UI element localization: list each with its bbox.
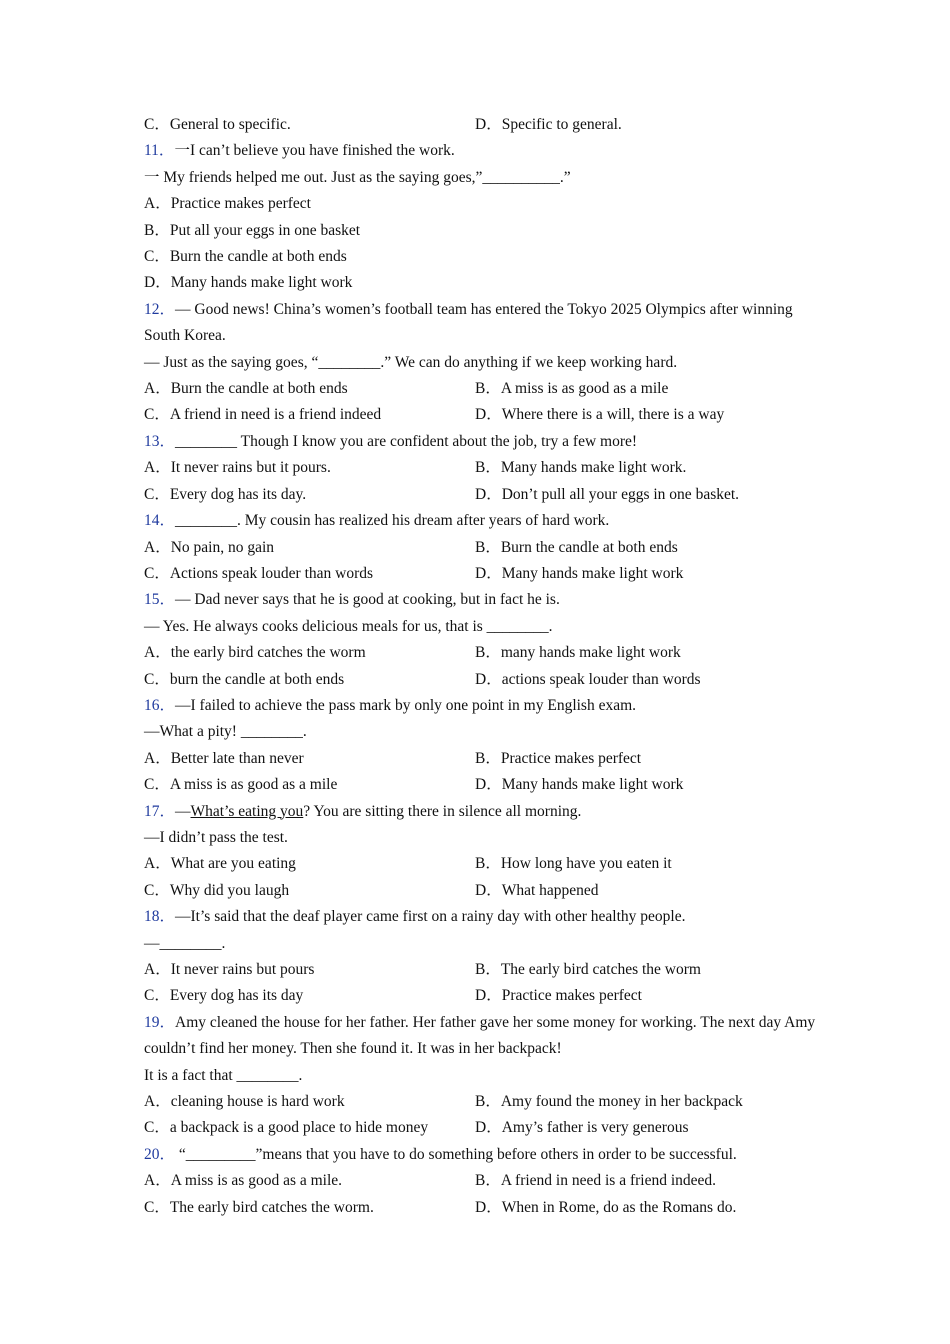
question-text: —I failed to achieve the pass mark by only one point in my English exam. — [175, 696, 637, 714]
option-d[interactable]: D．When in Rome, do as the Romans do. — [475, 1198, 737, 1216]
question-18-options-cd — [144, 983, 824, 1009]
option-b[interactable]: B．Put all your eggs in one basket — [144, 221, 361, 239]
option-b[interactable]: B．Amy found the money in her backpack — [475, 1093, 743, 1111]
question-11-response: 一 My friends helped me out. Just as the saying goes,”__________.” — [144, 168, 571, 186]
question-17-response: —I didn’t pass the test. — [144, 828, 288, 846]
option-a[interactable]: A．A miss is as good as a mile. — [144, 1172, 343, 1190]
question-12-response: — Just as the saying goes, “________.” We can do anything if we keep working hard. — [144, 353, 678, 371]
option-c[interactable]: C．A miss is as good as a mile — [144, 776, 338, 794]
question-number: 18． — [144, 908, 176, 926]
question-19-options-cd — [144, 1115, 824, 1141]
question-12-options-ab — [144, 376, 824, 402]
option-a[interactable]: A．What are you eating — [144, 855, 296, 873]
question-text: “_________”means that you have to do something before others in order to be successful. — [175, 1145, 737, 1163]
option-c[interactable]: C．Burn the candle at both ends — [144, 248, 347, 266]
option-d[interactable]: D．Amy’s father is very generous — [475, 1119, 689, 1137]
option-b[interactable]: B．A miss is as good as a mile — [475, 380, 669, 398]
question-13-options-cd — [144, 482, 824, 508]
option-d[interactable]: D．Where there is a will, there is a way — [475, 406, 725, 424]
option-b[interactable]: B．How long have you eaten it — [475, 855, 672, 873]
underlined-phrase: What’s eating you — [190, 802, 304, 820]
question-text-prefix: — — [175, 802, 191, 820]
question-text: 一I can’t believe you have finished the work. — [174, 142, 455, 160]
question-number: 15． — [144, 591, 176, 609]
option-d[interactable]: D．Many hands make light work — [144, 274, 353, 292]
option-b[interactable]: B．Practice makes perfect — [475, 749, 642, 767]
question-19-options-ab — [144, 1089, 824, 1115]
question-19-stem — [144, 1010, 824, 1063]
option-c[interactable]: C．General to specific. — [144, 116, 291, 133]
question-11-stem — [144, 138, 824, 164]
question-text: —It’s said that the deaf player came first on a rainy day with other healthy people. — [175, 908, 686, 926]
question-13-options-ab — [144, 455, 824, 481]
option-c[interactable]: C．a backpack is a good place to hide money — [144, 1119, 429, 1137]
question-16-response: —What a pity! ________. — [144, 723, 307, 741]
option-a[interactable]: A．No pain, no gain — [144, 538, 275, 556]
option-a[interactable]: A．the early bird catches the worm — [144, 644, 366, 662]
option-d[interactable]: D．Many hands make light work — [475, 776, 684, 794]
question-12-stem — [144, 297, 824, 350]
option-c[interactable]: C．Every dog has its day. — [144, 485, 307, 503]
question-14-options-cd — [144, 561, 824, 587]
question-number: 12． — [144, 300, 176, 318]
question-20-stem — [144, 1142, 824, 1168]
option-a[interactable]: A．Better late than never — [144, 749, 304, 767]
question-text: — Dad never says that he is good at cooking, but in fact he is. — [175, 591, 560, 609]
option-a[interactable]: A．cleaning house is hard work — [144, 1093, 345, 1111]
option-b[interactable]: B．many hands make light work — [475, 644, 681, 662]
question-text-suffix: ? You are sitting there in silence all morning. — [303, 802, 582, 820]
question-15-options-ab — [144, 640, 824, 666]
option-b[interactable]: B．Many hands make light work. — [475, 459, 687, 477]
question-text: Amy cleaned the house for her father. Her father gave her some money for working. The next day Amy couldn’t find her money. Then she found it. It was in her backpack! — [144, 1013, 816, 1058]
question-text: ________ Though I know you are confident about the job, try a few more! — [175, 432, 638, 450]
question-15-stem — [144, 587, 824, 613]
question-20-options-ab — [144, 1168, 824, 1194]
question-18-response: —________. — [144, 934, 226, 952]
question-13-stem — [144, 429, 824, 455]
option-c[interactable]: C．The early bird catches the worm. — [144, 1198, 374, 1216]
worksheet-page — [144, 112, 824, 1221]
option-a[interactable]: A．It never rains but pours — [144, 961, 315, 978]
question-number: 20． — [144, 1145, 176, 1163]
question-10-options-cd — [144, 112, 824, 138]
question-16-options-cd — [144, 772, 824, 798]
question-19-prompt: It is a fact that ________. — [144, 1066, 303, 1084]
question-14-options-ab — [144, 535, 824, 561]
option-c[interactable]: C．burn the candle at both ends — [144, 670, 345, 688]
option-c[interactable]: C．Actions speak louder than words — [144, 564, 374, 582]
question-number: 16． — [144, 696, 176, 714]
question-number: 17． — [144, 802, 176, 820]
question-18-options-ab — [144, 957, 824, 983]
option-d[interactable]: D．actions speak louder than words — [475, 670, 701, 688]
question-12-options-cd — [144, 402, 824, 428]
option-d[interactable]: D．What happened — [475, 881, 599, 899]
question-number: 19． — [144, 1013, 176, 1031]
question-number: 11． — [144, 142, 175, 160]
question-15-options-cd — [144, 667, 824, 693]
question-16-stem — [144, 693, 824, 719]
option-d[interactable]: D．Many hands make light work — [475, 564, 684, 582]
question-17-options-cd — [144, 878, 824, 904]
option-b[interactable]: B．The early bird catches the worm — [475, 961, 701, 978]
question-number: 14． — [144, 512, 176, 530]
option-d[interactable]: D．Specific to general. — [475, 116, 622, 133]
option-d[interactable]: D．Don’t pull all your eggs in one basket. — [475, 485, 740, 503]
question-16-options-ab — [144, 746, 824, 772]
question-text: ________. My cousin has realized his dream after years of hard work. — [175, 512, 610, 530]
option-b[interactable]: B．Burn the candle at both ends — [475, 538, 678, 556]
question-17-options-ab — [144, 851, 824, 877]
question-20-options-cd — [144, 1195, 824, 1221]
option-c[interactable]: C．A friend in need is a friend indeed — [144, 406, 382, 424]
question-text: — Good news! China’s women’s football team has entered the Tokyo 2025 Olympics after winning South Korea. — [144, 300, 793, 345]
option-c[interactable]: C．Why did you laugh — [144, 881, 290, 899]
option-a[interactable]: A．It never rains but it pours. — [144, 459, 331, 477]
question-number: 13． — [144, 432, 176, 450]
option-d[interactable]: D．Practice makes perfect — [475, 987, 642, 1005]
option-a[interactable]: A．Practice makes perfect — [144, 195, 311, 213]
option-b[interactable]: B．A friend in need is a friend indeed. — [475, 1172, 717, 1190]
question-17-stem — [144, 799, 824, 825]
question-15-response: — Yes. He always cooks delicious meals for us, that is ________. — [144, 617, 553, 635]
question-18-stem — [144, 904, 824, 930]
option-a[interactable]: A．Burn the candle at both ends — [144, 380, 348, 398]
question-14-stem — [144, 508, 824, 534]
option-c[interactable]: C．Every dog has its day — [144, 987, 304, 1005]
